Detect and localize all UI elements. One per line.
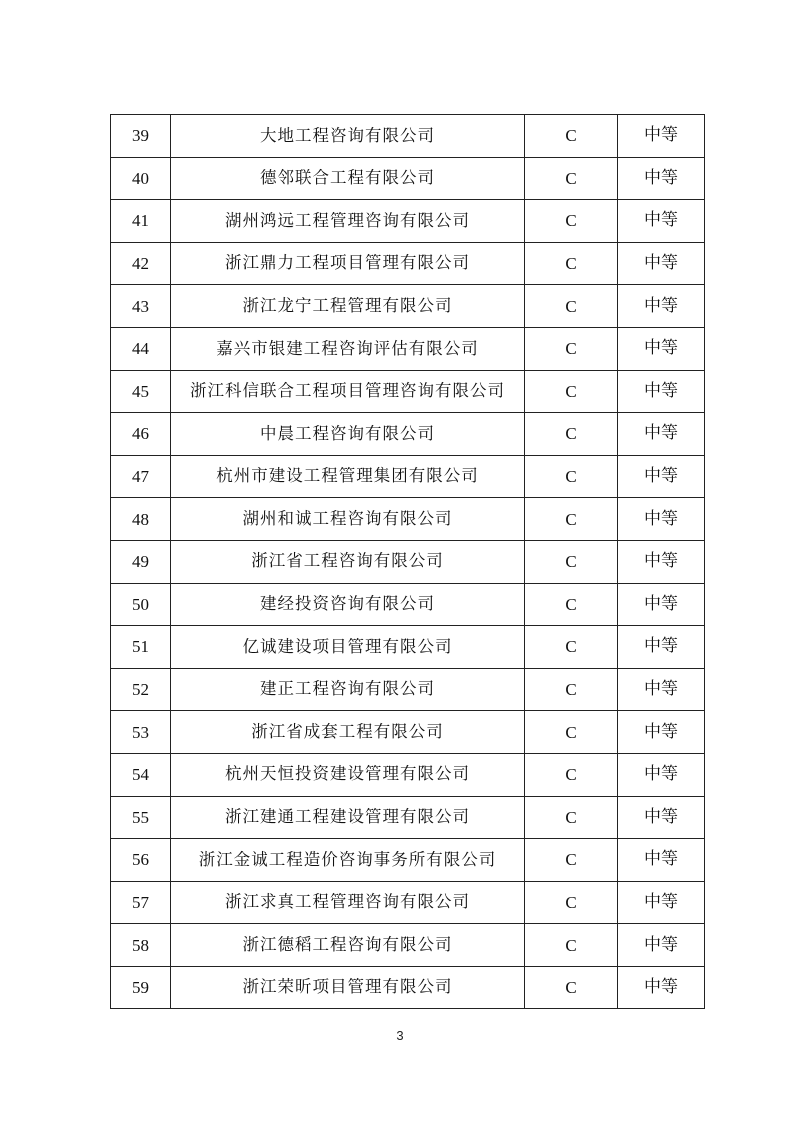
row-number-cell: 41 xyxy=(111,200,171,243)
table-row xyxy=(111,115,705,158)
table-row xyxy=(111,668,705,711)
level-cell: C xyxy=(525,583,618,626)
company-name-cell: 浙江荣昕项目管理有限公司 xyxy=(171,966,525,1009)
grade-cell: 中等 xyxy=(618,498,705,541)
grade-cell: 中等 xyxy=(618,455,705,498)
grade-cell: 中等 xyxy=(618,200,705,243)
table-row xyxy=(111,626,705,669)
grade-cell: 中等 xyxy=(618,540,705,583)
company-name-cell: 建经投资咨询有限公司 xyxy=(171,583,525,626)
table-body xyxy=(111,115,705,1009)
company-name-cell: 湖州和诚工程咨询有限公司 xyxy=(171,498,525,541)
table-row xyxy=(111,881,705,924)
grade-cell: 中等 xyxy=(618,881,705,924)
row-number-cell: 47 xyxy=(111,455,171,498)
grade-cell: 中等 xyxy=(618,796,705,839)
grade-cell: 中等 xyxy=(618,285,705,328)
grade-cell: 中等 xyxy=(618,583,705,626)
grade-cell: 中等 xyxy=(618,115,705,158)
table-row xyxy=(111,498,705,541)
company-name-cell: 浙江龙宁工程管理有限公司 xyxy=(171,285,525,328)
table-row xyxy=(111,924,705,967)
grade-cell: 中等 xyxy=(618,242,705,285)
row-number-cell: 58 xyxy=(111,924,171,967)
level-cell: C xyxy=(525,200,618,243)
level-cell: C xyxy=(525,753,618,796)
grade-cell: 中等 xyxy=(618,668,705,711)
table-row xyxy=(111,413,705,456)
table-row xyxy=(111,966,705,1009)
grade-cell: 中等 xyxy=(618,839,705,882)
row-number-cell: 53 xyxy=(111,711,171,754)
row-number-cell: 40 xyxy=(111,157,171,200)
company-name-cell: 亿诚建设项目管理有限公司 xyxy=(171,626,525,669)
row-number-cell: 44 xyxy=(111,327,171,370)
level-cell: C xyxy=(525,242,618,285)
row-number-cell: 56 xyxy=(111,839,171,882)
level-cell: C xyxy=(525,498,618,541)
company-name-cell: 嘉兴市银建工程咨询评估有限公司 xyxy=(171,327,525,370)
company-name-cell: 浙江求真工程管理咨询有限公司 xyxy=(171,881,525,924)
table-row xyxy=(111,242,705,285)
company-name-cell: 浙江科信联合工程项目管理咨询有限公司 xyxy=(171,370,525,413)
level-cell: C xyxy=(525,327,618,370)
company-name-cell: 大地工程咨询有限公司 xyxy=(171,115,525,158)
company-name-cell: 建正工程咨询有限公司 xyxy=(171,668,525,711)
level-cell: C xyxy=(525,796,618,839)
level-cell: C xyxy=(525,839,618,882)
table-row xyxy=(111,327,705,370)
row-number-cell: 45 xyxy=(111,370,171,413)
table-row xyxy=(111,753,705,796)
table-row xyxy=(111,200,705,243)
grade-cell: 中等 xyxy=(618,157,705,200)
level-cell: C xyxy=(525,966,618,1009)
row-number-cell: 50 xyxy=(111,583,171,626)
company-name-cell: 杭州市建设工程管理集团有限公司 xyxy=(171,455,525,498)
table-row xyxy=(111,583,705,626)
company-name-cell: 浙江省工程咨询有限公司 xyxy=(171,540,525,583)
row-number-cell: 57 xyxy=(111,881,171,924)
row-number-cell: 52 xyxy=(111,668,171,711)
grade-cell: 中等 xyxy=(618,711,705,754)
company-name-cell: 浙江省成套工程有限公司 xyxy=(171,711,525,754)
table-row xyxy=(111,455,705,498)
company-name-cell: 中晨工程咨询有限公司 xyxy=(171,413,525,456)
level-cell: C xyxy=(525,157,618,200)
table-row xyxy=(111,839,705,882)
level-cell: C xyxy=(525,626,618,669)
table-row xyxy=(111,285,705,328)
company-name-cell: 浙江建通工程建设管理有限公司 xyxy=(171,796,525,839)
grade-cell: 中等 xyxy=(618,626,705,669)
grade-cell: 中等 xyxy=(618,924,705,967)
table-row xyxy=(111,157,705,200)
level-cell: C xyxy=(525,711,618,754)
level-cell: C xyxy=(525,285,618,328)
row-number-cell: 39 xyxy=(111,115,171,158)
row-number-cell: 55 xyxy=(111,796,171,839)
company-name-cell: 湖州鸿远工程管理咨询有限公司 xyxy=(171,200,525,243)
level-cell: C xyxy=(525,540,618,583)
level-cell: C xyxy=(525,668,618,711)
page-number: 3 xyxy=(396,1028,404,1043)
company-name-cell: 浙江鼎力工程项目管理有限公司 xyxy=(171,242,525,285)
table-row xyxy=(111,711,705,754)
level-cell: C xyxy=(525,924,618,967)
company-name-cell: 德邻联合工程有限公司 xyxy=(171,157,525,200)
company-rating-table xyxy=(110,114,705,1009)
grade-cell: 中等 xyxy=(618,966,705,1009)
grade-cell: 中等 xyxy=(618,413,705,456)
row-number-cell: 59 xyxy=(111,966,171,1009)
row-number-cell: 49 xyxy=(111,540,171,583)
grade-cell: 中等 xyxy=(618,753,705,796)
table-row xyxy=(111,370,705,413)
level-cell: C xyxy=(525,370,618,413)
table-row xyxy=(111,796,705,839)
grade-cell: 中等 xyxy=(618,327,705,370)
row-number-cell: 48 xyxy=(111,498,171,541)
company-name-cell: 杭州天恒投资建设管理有限公司 xyxy=(171,753,525,796)
row-number-cell: 42 xyxy=(111,242,171,285)
row-number-cell: 54 xyxy=(111,753,171,796)
row-number-cell: 46 xyxy=(111,413,171,456)
table-row xyxy=(111,540,705,583)
level-cell: C xyxy=(525,881,618,924)
grade-cell: 中等 xyxy=(618,370,705,413)
level-cell: C xyxy=(525,115,618,158)
company-name-cell: 浙江德稻工程咨询有限公司 xyxy=(171,924,525,967)
level-cell: C xyxy=(525,455,618,498)
level-cell: C xyxy=(525,413,618,456)
row-number-cell: 43 xyxy=(111,285,171,328)
row-number-cell: 51 xyxy=(111,626,171,669)
company-name-cell: 浙江金诚工程造价咨询事务所有限公司 xyxy=(171,839,525,882)
